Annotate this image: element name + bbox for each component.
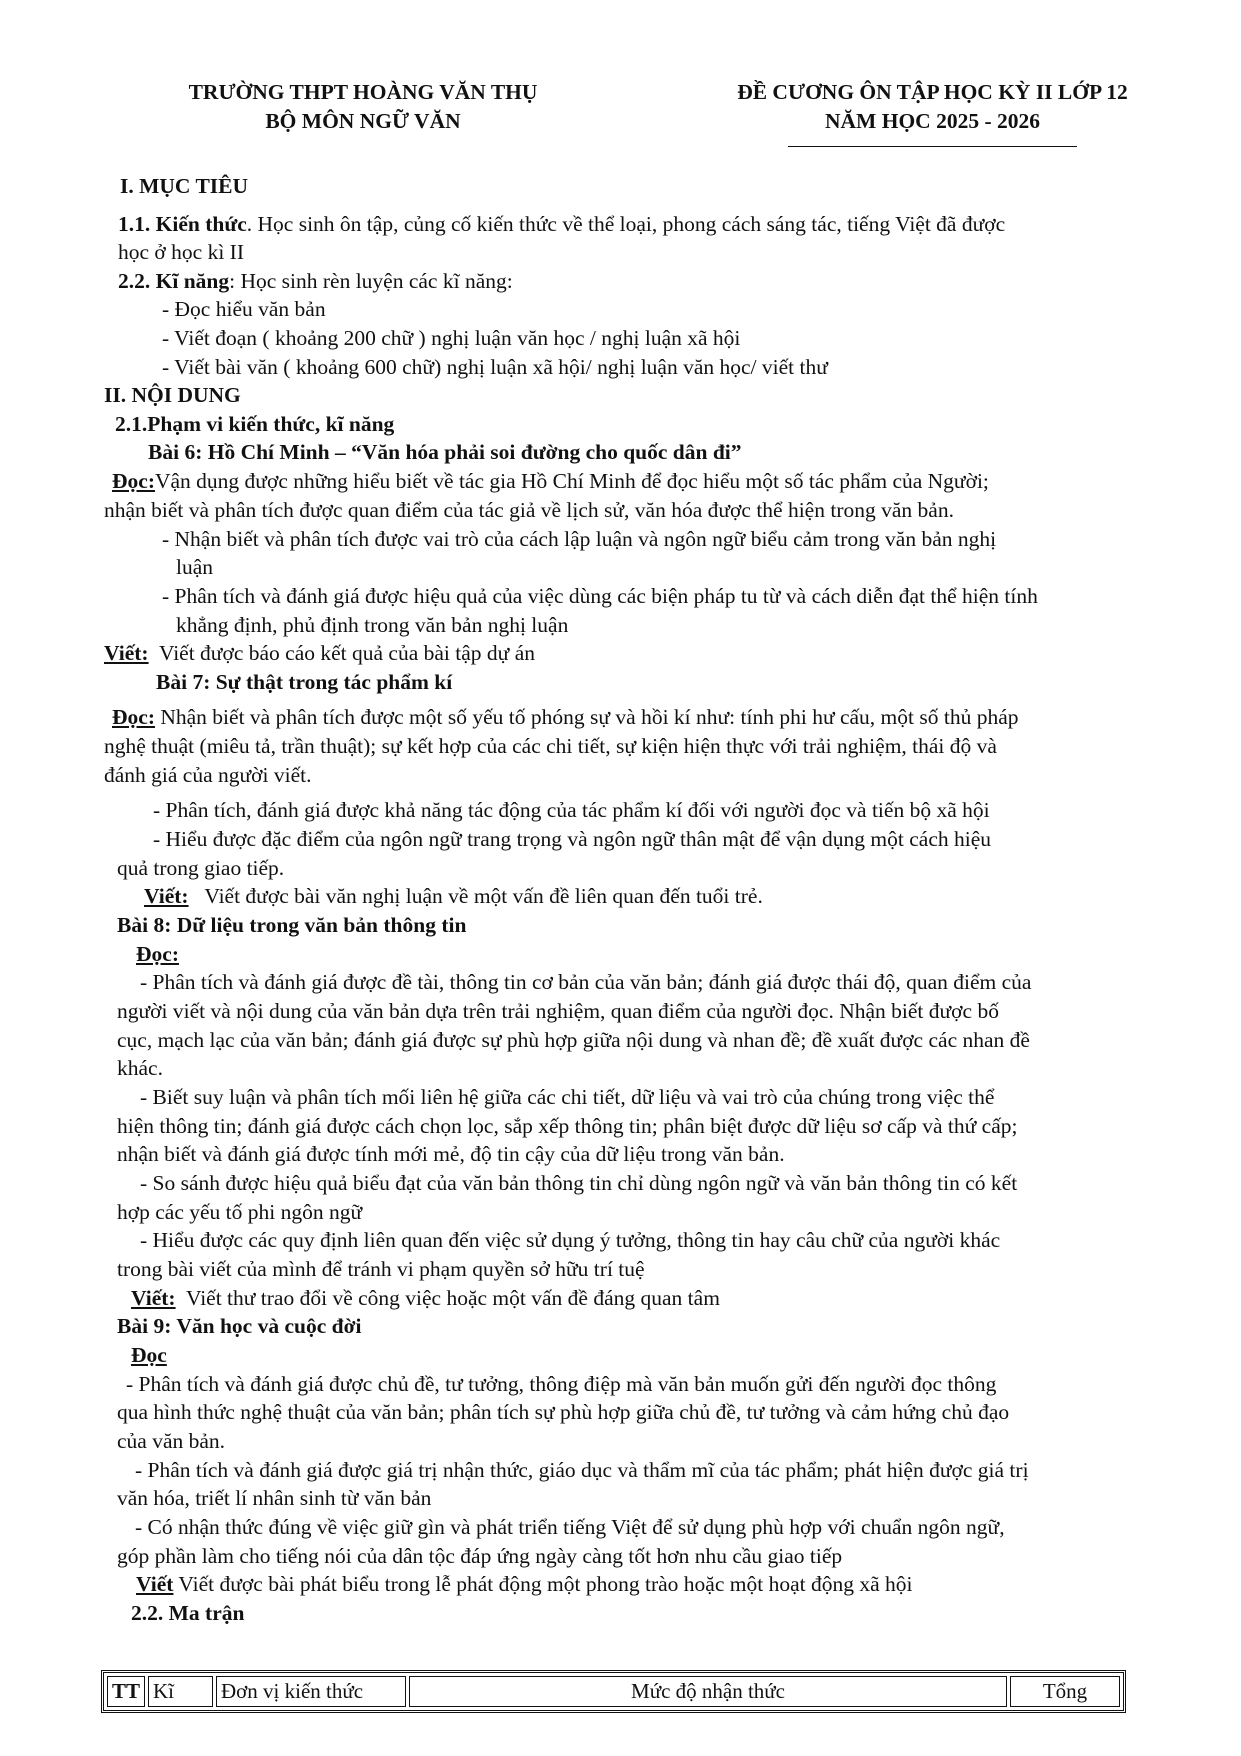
lesson-8-item: - So sánh được hiệu quả biểu đạt của văn bản thông tin chỉ dùng ngôn ngữ và văn bản thông tin có kết (140, 1171, 1018, 1195)
skill-item: - Viết bài văn ( khoảng 600 chữ) nghị luận xã hội/ nghị luận văn học/ viết thư (162, 355, 828, 379)
school-name: TRƯỜNG THPT HOÀNG VĂN THỤ (188, 80, 538, 104)
lesson-8-item: - Biết suy luận và phân tích mối liên hệ giữa các chi tiết, dữ liệu và vai trò của chúng trong việc thể (140, 1085, 995, 1109)
school-year: NĂM HỌC 2025 - 2026 (825, 109, 1040, 133)
col-header-skill: Kĩ (148, 1676, 213, 1707)
lesson-7-reading-cont: đánh giá của người viết. (104, 763, 312, 787)
knowledge-line: 1.1. Kiến thức. Học sinh ôn tập, củng cố kiến thức về thể loại, phong cách sáng tác, tiếng Việt đã được (118, 212, 1006, 236)
lesson-9-writing: Viết Viết được bài phát biểu trong lễ phát động một phong trào hoặc một hoạt động xã hội (136, 1572, 913, 1596)
lesson-8-item: - Phân tích và đánh giá được đề tài, thông tin cơ bản của văn bản; đánh giá được thái độ, quan điểm của (140, 970, 1032, 994)
lesson-9-item-cont: góp phần làm cho tiếng nói của dân tộc đáp ứng ngày càng tốt hơn nhu cầu giao tiếp (117, 1544, 843, 1568)
header-underline (788, 146, 1077, 147)
lesson-8-writing: Viết: Viết thư trao đổi về công việc hoặc một vấn đề đáng quan tâm (131, 1286, 720, 1310)
lesson-6-writing: Viết: Viết được báo cáo kết quả của bài tập dự án (104, 641, 535, 665)
scope-title: 2.1.Phạm vi kiến thức, kĩ năng (115, 412, 395, 436)
section-1-title: I. MỤC TIÊU (120, 174, 249, 198)
table-header-row (107, 1676, 1120, 1707)
lesson-7-title: Bài 7: Sự thật trong tác phẩm kí (156, 670, 453, 694)
document-title: ĐỀ CƯƠNG ÔN TẬP HỌC KỲ II LỚP 12 (737, 80, 1128, 104)
lesson-7-reading-cont: nghệ thuật (miêu tả, trần thuật); sự kết hợp của các chi tiết, sự kiện hiện thực với trải nghiệm, thái độ và (104, 734, 997, 758)
matrix-table (101, 1670, 1126, 1713)
lesson-8-item-cont: hiện thông tin; đánh giá được cách chọn lọc, sắp xếp thông tin; phân biệt được dữ liệu sơ cấp và thứ cấp; (117, 1114, 1018, 1138)
lesson-8-item-cont: người viết và nội dung của văn bản dựa trên trải nghiệm, quan điểm của người đọc. Nhận biết được bố (117, 999, 999, 1023)
lesson-7-bullet-cont: quả trong giao tiếp. (117, 856, 285, 880)
lesson-8-item-cont: nhận biết và đánh giá được tính mới mẻ, độ tin cậy của dữ liệu trong văn bản. (117, 1142, 785, 1166)
lesson-6-reading: Đọc:Vận dụng được những hiểu biết về tác gia Hồ Chí Minh để đọc hiểu một số tác phẩm của Người; (112, 469, 989, 493)
lesson-8-item-cont: khác. (117, 1056, 163, 1080)
lesson-6-title: Bài 6: Hồ Chí Minh – “Văn hóa phải soi đường cho quốc dân đi” (148, 440, 742, 464)
lesson-7-writing: Viết: Viết được bài văn nghị luận về một vấn đề liên quan đến tuổi trẻ. (144, 884, 763, 908)
lesson-9-item-cont: qua hình thức nghệ thuật của văn bản; phân tích sự phù hợp giữa chủ đề, tư tưởng và cảm hứng chủ đạo (117, 1400, 1010, 1424)
lesson-8-item: - Hiểu được các quy định liên quan đến việc sử dụng ý tưởng, thông tin hay câu chữ của người khác (140, 1228, 1001, 1252)
lesson-8-item-cont: trong bài viết của mình để tránh vi phạm quyền sở hữu trí tuệ (117, 1257, 645, 1281)
col-header-tt: TT (107, 1676, 145, 1707)
lesson-9-item-cont: của văn bản. (117, 1429, 226, 1453)
lesson-7-bullet: - Hiểu được đặc điểm của ngôn ngữ trang trọng và ngôn ngữ thân mật để vận dụng một cách hiệu (153, 827, 992, 851)
lesson-8-reading-label: Đọc: (136, 942, 179, 966)
department-name: BỘ MÔN NGỮ VĂN (265, 109, 461, 133)
lesson-6-bullet-cont: luận (176, 555, 214, 579)
lesson-9-title: Bài 9: Văn học và cuộc đời (117, 1314, 362, 1338)
lesson-6-reading-cont: nhận biết và phân tích được quan điểm của tác giả về lịch sử, văn hóa được thể hiện trong văn bản. (104, 498, 954, 522)
matrix-title: 2.2. Ma trận (131, 1601, 245, 1625)
lesson-9-item: - Phân tích và đánh giá được chủ đề, tư tưởng, thông điệp mà văn bản muốn gửi đến người đọc thông (126, 1372, 997, 1396)
lesson-9-item: - Phân tích và đánh giá được giá trị nhận thức, giáo dục và thẩm mĩ của tác phẩm; phát hiện được giá trị (135, 1458, 1029, 1482)
skill-item: - Đọc hiểu văn bản (162, 297, 326, 321)
lesson-9-item: - Có nhận thức đúng về việc giữ gìn và phát triển tiếng Việt để sử dụng phù hợp với chuẩn ngôn ngữ, (135, 1515, 1005, 1539)
lesson-7-reading: Đọc: Nhận biết và phân tích được một số yếu tố phóng sự và hồi kí như: tính phi hư cấu, một số thủ pháp (112, 705, 1019, 729)
col-header-knowledge-unit: Đơn vị kiến thức (216, 1676, 406, 1707)
lesson-8-item-cont: cục, mạch lạc của văn bản; đánh giá được sự phù hợp giữa nội dung và nhan đề; đề xuất được các nhan đề (117, 1028, 1030, 1052)
skills-line: 2.2. Kĩ năng: Học sinh rèn luyện các kĩ năng: (118, 269, 513, 293)
lesson-6-bullet-cont: khẳng định, phủ định trong văn bản nghị luận (176, 613, 569, 637)
col-header-cognitive-level: Mức độ nhận thức (409, 1676, 1007, 1707)
section-2-title: II. NỘI DUNG (104, 383, 241, 407)
lesson-6-bullet: - Nhận biết và phân tích được vai trò của cách lập luận và ngôn ngữ biểu cảm trong văn bản nghị (162, 527, 997, 551)
knowledge-line-2: học ở học kì II (118, 240, 244, 264)
lesson-8-title: Bài 8: Dữ liệu trong văn bản thông tin (117, 913, 467, 937)
lesson-7-bullet: - Phân tích, đánh giá được khả năng tác động của tác phẩm kí đối với người đọc và tiến bộ xã hội (153, 798, 990, 822)
lesson-8-item-cont: hợp các yếu tố phi ngôn ngữ (117, 1200, 363, 1224)
lesson-9-reading-label: Đọc (131, 1343, 167, 1367)
lesson-9-item-cont: văn hóa, triết lí nhân sinh từ văn bản (117, 1486, 432, 1510)
skill-item: - Viết đoạn ( khoảng 200 chữ ) nghị luận văn học / nghị luận xã hội (162, 326, 741, 350)
col-header-total: Tổng (1010, 1676, 1120, 1707)
lesson-6-bullet: - Phân tích và đánh giá được hiệu quả của việc dùng các biện pháp tu từ và cách diễn đạt thể hiện tính (162, 584, 1038, 608)
